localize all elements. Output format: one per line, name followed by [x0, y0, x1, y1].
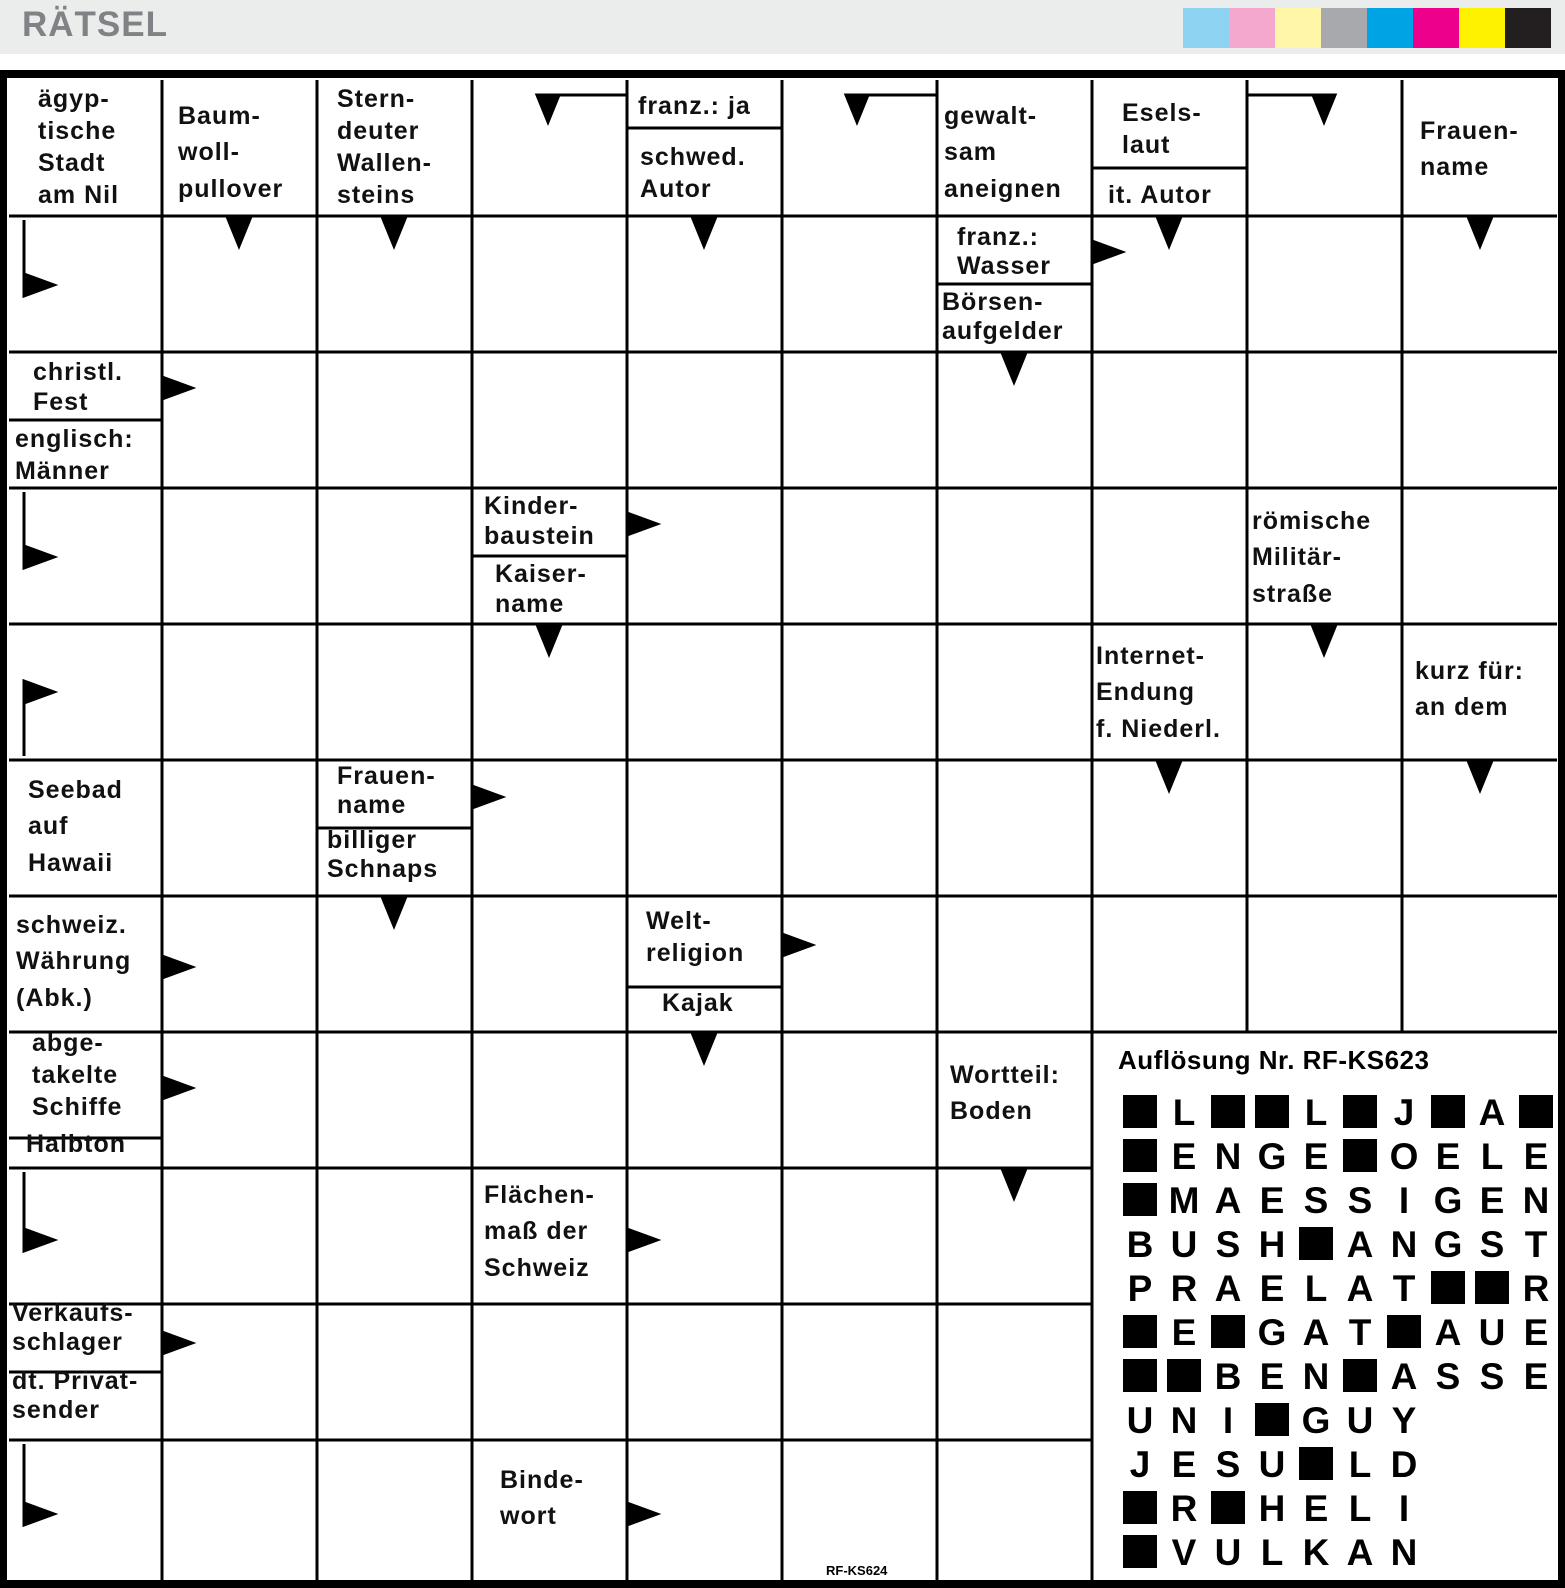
arrow-flag-icon — [24, 681, 54, 703]
clue-text: ägyp- tische Stadt am Nil — [38, 85, 120, 209]
solution-letter: E — [1523, 1356, 1549, 1397]
page-title: RÄTSEL — [22, 5, 168, 44]
arrow-right-icon — [162, 377, 192, 399]
clue-text: Kinder- baustein — [484, 492, 595, 550]
arrow-right-icon — [627, 1229, 657, 1251]
solution-black-cell — [1123, 1315, 1157, 1348]
arrow-right-icon — [627, 513, 657, 535]
solution-black-cell — [1123, 1139, 1157, 1172]
solution-black-cell — [1431, 1271, 1465, 1304]
solution-letter: A — [1390, 1356, 1418, 1397]
clue-text: Halbton — [26, 1130, 127, 1158]
clue-text: Frauen- name — [337, 762, 436, 819]
solution-letter: L — [1172, 1092, 1196, 1133]
arrow-right-icon — [782, 934, 812, 956]
arrow-right-icon — [162, 1077, 192, 1099]
solution-letter: L — [1348, 1488, 1372, 1529]
clue-text: Welt- religion — [646, 907, 745, 967]
solution-letter: T — [1524, 1224, 1548, 1265]
solution-letter: E — [1171, 1444, 1197, 1485]
solution-black-cell — [1343, 1095, 1377, 1128]
solution-letter: G — [1257, 1136, 1287, 1177]
solution-letter: N — [1170, 1400, 1198, 1441]
solution-letter: B — [1126, 1224, 1154, 1265]
solution-letter: A — [1434, 1312, 1462, 1353]
solution-letter: E — [1259, 1180, 1285, 1221]
solution-letter: A — [1346, 1532, 1374, 1573]
solution-letter: E — [1523, 1136, 1549, 1177]
solution-letter: G — [1301, 1400, 1331, 1441]
solution-letter: E — [1171, 1312, 1197, 1353]
solution-letter: N — [1390, 1532, 1418, 1573]
arrow-down-icon — [1313, 95, 1335, 122]
clue-text: dt. Privat- sender — [12, 1367, 139, 1424]
clue-text: schwed. Autor — [640, 143, 746, 203]
arrow-down-icon — [1003, 1171, 1025, 1198]
solution-black-cell — [1167, 1359, 1201, 1392]
solution-row — [1118, 1532, 1426, 1574]
clue-text: Börsen- aufgelder — [942, 288, 1064, 345]
clue-text: christl. Fest — [33, 358, 123, 416]
solution-row — [1118, 1092, 1558, 1134]
clue-text: franz.: Wasser — [957, 223, 1052, 280]
arrow-down-icon — [1469, 763, 1491, 790]
grid-lines — [9, 80, 1557, 1580]
arrow-right-icon — [1092, 241, 1122, 263]
solution-letter: R — [1522, 1268, 1550, 1309]
clue-text: kurz für: an dem — [1415, 657, 1524, 722]
solution-letter: M — [1168, 1180, 1200, 1221]
solution-row — [1118, 1356, 1558, 1398]
solution-letter: E — [1523, 1312, 1549, 1353]
solution-letter: S — [1435, 1356, 1461, 1397]
arrow-right-icon — [24, 274, 54, 296]
solution-black-cell — [1123, 1183, 1157, 1216]
solution-letter: S — [1215, 1444, 1241, 1485]
solution-letter: N — [1522, 1180, 1550, 1221]
solution-row — [1118, 1312, 1558, 1354]
clue-text: Wortteil: Boden — [950, 1061, 1060, 1126]
solution-black-cell — [1211, 1095, 1245, 1128]
arrow-right-icon — [472, 786, 502, 808]
arrow-right-icon — [162, 956, 192, 978]
solution-letter: A — [1346, 1268, 1374, 1309]
solution-black-cell — [1387, 1315, 1421, 1348]
solution-black-cell — [1475, 1271, 1509, 1304]
solution-letter: E — [1259, 1268, 1285, 1309]
solution-letter: I — [1222, 1400, 1234, 1441]
clue-text: abge- takelte Schiffe — [32, 1029, 123, 1121]
solution-black-cell — [1123, 1491, 1157, 1524]
clue-text: schweiz. Währung (Abk.) — [16, 911, 132, 1012]
arrow-right-icon — [627, 1503, 657, 1525]
solution-letter: G — [1433, 1180, 1463, 1221]
solution-letter: R — [1170, 1488, 1198, 1529]
arrow-right-icon — [24, 1229, 54, 1251]
solution-letter: E — [1303, 1488, 1329, 1529]
solution-letter: E — [1303, 1136, 1329, 1177]
solution-row — [1118, 1400, 1426, 1442]
solution-letter: E — [1259, 1356, 1285, 1397]
solution-letter: E — [1435, 1136, 1461, 1177]
solution-letter: A — [1214, 1180, 1242, 1221]
clue-text: billiger Schnaps — [327, 826, 439, 883]
solution-letter: U — [1258, 1444, 1286, 1485]
solution-letter: T — [1348, 1312, 1372, 1353]
solution-letter: A — [1478, 1092, 1506, 1133]
arrow-down-icon — [1158, 763, 1180, 790]
solution-letter: J — [1129, 1444, 1151, 1485]
solution-black-cell — [1211, 1315, 1245, 1348]
solution-letter: N — [1302, 1356, 1330, 1397]
solution-letter: J — [1393, 1092, 1415, 1133]
solution-black-cell — [1299, 1227, 1333, 1260]
solution-letter: L — [1304, 1268, 1328, 1309]
solution-letter: A — [1302, 1312, 1330, 1353]
solution-row — [1118, 1180, 1558, 1222]
clue-text: gewalt- sam aneignen — [944, 102, 1062, 203]
clue-text: Verkaufs- schlager — [12, 1299, 134, 1356]
solution-letter: E — [1171, 1136, 1197, 1177]
solution-letter: S — [1215, 1224, 1241, 1265]
clue-text: Binde- wort — [500, 1466, 584, 1531]
clue-text: Frauen- name — [1420, 117, 1519, 182]
solution-black-cell — [1123, 1095, 1157, 1128]
clue-text: Seebad auf Hawaii — [28, 776, 123, 877]
solution-letter: S — [1479, 1224, 1505, 1265]
clue-text: Internet- Endung f. Niederl. — [1096, 642, 1221, 743]
solution-letter: H — [1258, 1224, 1286, 1265]
arrow-down-icon — [537, 95, 559, 122]
solution-letter: D — [1390, 1444, 1418, 1485]
solution-letter: T — [1392, 1268, 1416, 1309]
solution-letter: K — [1302, 1532, 1330, 1573]
solution-row — [1118, 1444, 1426, 1486]
solution-black-cell — [1123, 1359, 1157, 1392]
solution-letter: A — [1214, 1268, 1242, 1309]
solution-letter: I — [1398, 1488, 1410, 1529]
solution-title: Auflösung Nr. RF-KS623 — [1118, 1045, 1430, 1075]
solution-letter: L — [1480, 1136, 1504, 1177]
arrow-down-icon — [693, 219, 715, 246]
solution-black-cell — [1299, 1447, 1333, 1480]
clue-arrows — [24, 95, 1491, 1525]
solution-letter: O — [1389, 1136, 1419, 1177]
solution-letter: H — [1258, 1488, 1286, 1529]
solution-letter: Y — [1391, 1400, 1417, 1441]
solution-letter: N — [1390, 1224, 1418, 1265]
solution-black-cell — [1343, 1139, 1377, 1172]
arrow-right-icon — [24, 546, 54, 568]
arrow-down-icon — [383, 899, 405, 926]
solution-letter: E — [1479, 1180, 1505, 1221]
clue-text: englisch: Männer — [15, 425, 134, 485]
arrow-down-icon — [538, 627, 560, 654]
arrow-down-icon — [228, 219, 250, 246]
arrow-right-icon — [24, 1503, 54, 1525]
clue-text: franz.: ja — [638, 92, 751, 120]
solution-letter: S — [1347, 1180, 1373, 1221]
solution-black-cell — [1255, 1095, 1289, 1128]
solution-letter: V — [1171, 1532, 1197, 1573]
solution-letter: L — [1348, 1444, 1372, 1485]
clue-text: Kaiser- name — [495, 560, 587, 618]
solution-black-cell — [1343, 1359, 1377, 1392]
arrow-down-icon — [1003, 355, 1025, 382]
arrow-down-icon — [846, 95, 868, 122]
solution-row — [1118, 1136, 1558, 1178]
solution-row — [1118, 1268, 1558, 1310]
arrow-right-icon — [162, 1332, 192, 1354]
arrow-down-icon — [1158, 219, 1180, 246]
solution-letter: U — [1214, 1532, 1242, 1573]
solution-black-cell — [1211, 1491, 1245, 1524]
solution-letter: A — [1346, 1224, 1374, 1265]
solution-black-cell — [1255, 1403, 1289, 1436]
arrow-down-icon — [1313, 627, 1335, 654]
clue-text: Baum- woll- pullover — [178, 102, 284, 203]
solution-letter: G — [1257, 1312, 1287, 1353]
solution-letter: R — [1170, 1268, 1198, 1309]
arrow-down-icon — [383, 219, 405, 246]
solution-letter: U — [1126, 1400, 1154, 1441]
puzzle-code: RF-KS624 — [826, 1563, 888, 1578]
solution-row — [1118, 1224, 1558, 1266]
solution-letter: S — [1303, 1180, 1329, 1221]
solution-letter: L — [1260, 1532, 1284, 1573]
solution-row — [1118, 1488, 1426, 1530]
clue-text: Kajak — [662, 989, 734, 1017]
arrow-down-icon — [1469, 219, 1491, 246]
solution-black-cell — [1519, 1095, 1553, 1128]
solution-letter: N — [1214, 1136, 1242, 1177]
solution-letter: U — [1478, 1312, 1506, 1353]
solution-black-cell — [1123, 1535, 1157, 1568]
solution-letter: B — [1214, 1356, 1242, 1397]
arrow-down-icon — [693, 1035, 715, 1062]
clue-text: römische Militär- straße — [1252, 507, 1372, 608]
clue-text: Stern- deuter Wallen- steins — [337, 85, 432, 209]
clue-text: Flächen- maß der Schweiz — [484, 1181, 595, 1282]
solution-letter: U — [1346, 1400, 1374, 1441]
solution-letter: P — [1127, 1268, 1153, 1309]
solution-letter: G — [1433, 1224, 1463, 1265]
solution-black-cell — [1431, 1095, 1465, 1128]
solution-letter: I — [1398, 1180, 1410, 1221]
clue-text: Esels- laut — [1122, 99, 1202, 159]
solution-letter: U — [1170, 1224, 1198, 1265]
solution-letter: L — [1304, 1092, 1328, 1133]
solution-letter: S — [1479, 1356, 1505, 1397]
clue-text: it. Autor — [1108, 181, 1212, 209]
